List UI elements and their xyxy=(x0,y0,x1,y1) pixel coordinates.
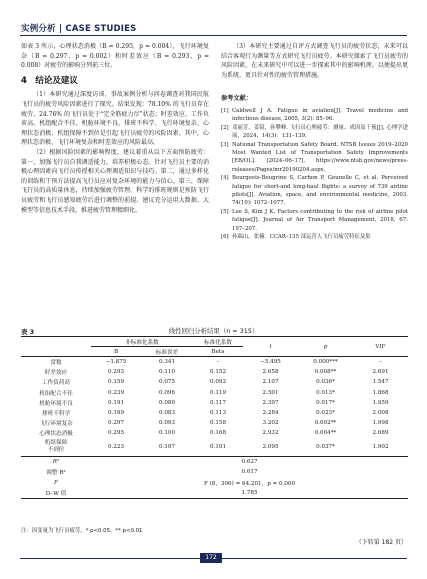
left-paragraph-3: （2）根据风险因素的影响程度，建议着重从以下方面预防疲劳：第一，加强飞行员自我调适能力，培养积极心态。针对飞行员主要的消极心理因素向飞行员传授相关心理调适知识与技巧。第二，通过多样化的训练和干预方法提高飞行员应对复杂环境的能力与信心。第三，保障飞行员的高质量休息，持续加强疲劳管理。科学的排班规则是预防飞行员疲劳和飞行员感知疲劳后进行调整的前提。建议充分运用大数据、大模型等信息技术手段，推进疲劳管理精细化。 xyxy=(21,148,209,214)
row-label: 机组配合不佳 xyxy=(39,390,73,397)
cell-vif: 1.902 xyxy=(353,438,408,456)
reference-text: Caldwell J A. Fatigue in aviation[J]. Travel medicine and infectious disease, 2005, 3(2): 85–96. xyxy=(232,107,408,123)
cell-se: 0.093 xyxy=(158,420,175,427)
right-column xyxy=(221,42,408,241)
cell-beta: 0.101 xyxy=(193,438,243,456)
table-header-row xyxy=(21,337,408,347)
table-title: 线性回归分析结果（n = 315） xyxy=(168,327,259,335)
continued-notice: （下转第 182 页） xyxy=(355,539,407,546)
reference-text: Lee S, Kim J K. Factors contributing to the risk of airline pilot fatigue[J]. Journal of Air Transport Management, 2018, 67: 197–207. xyxy=(232,208,408,232)
cell-beta: 0.113 xyxy=(209,409,226,416)
cell-se: 0.096 xyxy=(158,389,175,396)
table-summary-row-adj-r2 xyxy=(21,467,408,478)
table-row xyxy=(21,367,408,377)
cell-beta: 0.158 xyxy=(209,420,226,427)
references-list xyxy=(221,107,408,242)
reference-item xyxy=(221,233,408,241)
table-row xyxy=(21,418,408,428)
cell-t: 2.932 xyxy=(262,430,279,437)
cell-p: 0.037* xyxy=(298,438,353,456)
summary-value: 1.785 xyxy=(91,488,408,499)
cell-beta: 0.119 xyxy=(209,389,226,396)
cell-se: 0.080 xyxy=(158,399,175,406)
table-header-se: 标准误差 xyxy=(141,347,193,357)
cell-vif: 1.868 xyxy=(372,389,389,396)
cell-p: 0.017* xyxy=(316,399,335,406)
cell-se: 0.075 xyxy=(158,379,175,386)
cell-t: 3.202 xyxy=(262,420,279,427)
right-paragraph-1: （3）本研究主要通过自评方式调查飞行员的疲劳状态，未来可以结合客观行为测量等方式研究飞行员疲劳。本研究探索了飞行员疲劳的风险因素，在未来研究中可以进一步探索其中的影响机理，以便提出更为系统、更具针对性的疲劳管理措施。 xyxy=(221,43,408,79)
cell-t: −5.495 xyxy=(260,359,281,366)
cell-se: 0.341 xyxy=(158,359,175,366)
row-label: 机组保障 不到位 xyxy=(21,438,91,456)
cell-se: 0.107 xyxy=(141,438,193,456)
cell-t: 2.284 xyxy=(262,409,279,416)
cell-b: 0.191 xyxy=(107,399,124,406)
reference-number: [1] xyxy=(221,107,229,114)
regression-table xyxy=(21,336,408,499)
table-row xyxy=(21,408,408,418)
table-header-blank xyxy=(21,337,91,357)
cell-b: 0.297 xyxy=(107,420,124,427)
table-row xyxy=(21,438,408,456)
table-note: 注：因变量为飞行员疲劳，* p<0.05，** p<0.01 xyxy=(21,528,143,534)
table-header-unstandardized: 非标准化系数 xyxy=(91,337,193,347)
cell-p: 0.008** xyxy=(314,369,337,376)
cell-se: 0.100 xyxy=(158,430,175,437)
reference-number: [2] xyxy=(221,124,229,131)
reference-number: [3] xyxy=(221,141,229,148)
cell-b: −1.875 xyxy=(105,359,127,366)
table-row xyxy=(21,377,408,387)
row-label: 工作负荷高 xyxy=(42,380,70,387)
reference-number: [6] xyxy=(221,234,229,241)
references-heading: 参考文献： xyxy=(221,95,252,103)
cell-beta: – xyxy=(216,359,220,366)
summary-label: R² xyxy=(52,458,60,465)
table-summary-row-dw xyxy=(21,488,408,499)
cell-beta: 0.168 xyxy=(209,430,226,437)
cell-p: 0.004** xyxy=(314,430,337,437)
cell-p: 0.013* xyxy=(316,389,335,396)
cell-p: 0.023* xyxy=(316,409,335,416)
reference-text: 邓丽芳，姜镜，孙攀峰. 飞行员心理疲劳：测量、成因及干预[J]. 心理学进展，2024，14(3)：131–139. xyxy=(232,124,408,140)
cell-b: 0.159 xyxy=(107,379,124,386)
row-label: 机舱环境不良 xyxy=(39,400,73,407)
table-header-t: t xyxy=(243,337,298,357)
table-header-vif: VIF xyxy=(353,337,408,357)
table-row xyxy=(21,398,408,408)
cell-b: 0.239 xyxy=(107,389,124,396)
section-heading-conclusions: 4 结论及建议 xyxy=(21,75,78,86)
cell-t: 2.501 xyxy=(262,389,279,396)
table-header-p: p xyxy=(298,337,353,357)
cell-t: 2.397 xyxy=(262,399,279,406)
table-header-b: B xyxy=(91,347,141,357)
reference-text: 孙瑞山，张楠．CCAR–135 部运营人飞行员疲劳特征及影 xyxy=(232,234,371,241)
cell-b: 0.223 xyxy=(91,438,141,456)
summary-label: 调整 R² xyxy=(46,470,66,477)
cell-se: 0.110 xyxy=(158,369,175,376)
reference-item xyxy=(221,107,408,124)
cell-beta: 0.117 xyxy=(209,399,226,406)
cell-beta: 0.152 xyxy=(209,369,226,376)
cell-vif: 2.689 xyxy=(372,430,389,437)
table-row xyxy=(21,387,408,397)
header-divider xyxy=(20,35,407,36)
cell-p: 0.036* xyxy=(316,379,335,386)
left-column xyxy=(21,42,209,215)
summary-label: D–W 值 xyxy=(21,488,91,499)
reference-number: [4] xyxy=(221,175,229,182)
section-header: 实例分析 | CASE STUDIES xyxy=(21,24,137,34)
reference-item xyxy=(221,141,408,175)
summary-value: 0.627 xyxy=(241,458,258,465)
table-header-beta: Beta xyxy=(193,347,243,357)
row-label: 心理状态消极 xyxy=(39,431,73,438)
summary-value: F (8，306) = 64.201，p = 0.000 xyxy=(203,480,296,487)
page-number: 172 xyxy=(200,553,222,563)
cell-b: 0.189 xyxy=(107,409,124,416)
cell-p: 0.002** xyxy=(314,420,337,427)
reference-item xyxy=(221,124,408,141)
reference-number: [5] xyxy=(221,208,229,215)
summary-label: F xyxy=(54,479,58,486)
cell-vif: – xyxy=(379,359,382,366)
table-row xyxy=(21,428,408,438)
cell-t: 2.658 xyxy=(262,369,279,376)
row-label: 常数 xyxy=(50,360,62,367)
cell-t: 2.107 xyxy=(262,379,279,386)
cell-se: 0.083 xyxy=(158,409,175,416)
row-label: 排班不科学 xyxy=(42,410,70,417)
row-label: 时差效应 xyxy=(44,370,68,377)
table-header-standardized: 标准化系数 xyxy=(193,337,243,347)
cell-vif: 2.691 xyxy=(372,369,389,376)
cell-vif: 2.008 xyxy=(372,409,389,416)
summary-value: 0.617 xyxy=(241,469,258,476)
cell-b: 0.293 xyxy=(107,369,124,376)
table-summary-row-r2 xyxy=(21,456,408,467)
left-paragraph-1: 如表 3 所示，心理状态消极（B = 0.295，p = 0.004）、飞行环境复杂（B = 0.297，p = 0.002）和时差效应（B = 0.293，p = 0.008）对疲劳的影响分列前三位。 xyxy=(21,43,209,70)
row-label: 飞行环境复杂 xyxy=(39,421,73,428)
cell-beta: 0.092 xyxy=(209,379,226,386)
cell-vif: 1.998 xyxy=(372,420,389,427)
table-row xyxy=(21,357,408,367)
cell-vif: 1.959 xyxy=(372,399,389,406)
cell-t: 2.095 xyxy=(243,438,298,456)
left-paragraph-2: （1）本研究通过深度访谈、事故案例分析与问卷调查对我国民航飞行员的疲劳风险因素进行了探究。结果发现：78.10% 的飞行员存在疲劳，24.76% 的飞行员处于“完全筋疲力尽”状态；时差效应、工作负荷高、机组配合不佳、机舱环境不良、排班不科学、飞行环境复杂、心理状态消极、机组保障不到位是引起飞行员疲劳的风险因素。其中，心理状态消极、飞行环境复杂和时差效应的风险最高。 xyxy=(21,91,209,147)
reference-text: Bourgeois-Bougrine S, Carbon P, Gounelle C, et al. Perceived fatigue for short-and long-haul flights: a survey of 739 airline pilots[J]. Aviation, space, and environmental medicine, 2003, 74(10): 1072–1077. xyxy=(232,175,408,207)
table-summary-row-f xyxy=(21,477,408,488)
cell-b: 0.295 xyxy=(107,430,124,437)
cell-p: 0.000*** xyxy=(313,359,338,366)
reference-text: National Transportation Safety Board. NTSB Issues 2019–2020 Most Wanted List of Transportation Safety Improvements [EB/OL]. [2024–06–17]. https://www.ntsb.gov/news/press-releases/Pages/mr20190204.aspx. xyxy=(232,141,408,173)
table-label: 表 3 xyxy=(21,328,35,336)
reference-item xyxy=(221,208,408,233)
reference-item xyxy=(221,174,408,208)
cell-vif: 1.547 xyxy=(372,379,389,386)
